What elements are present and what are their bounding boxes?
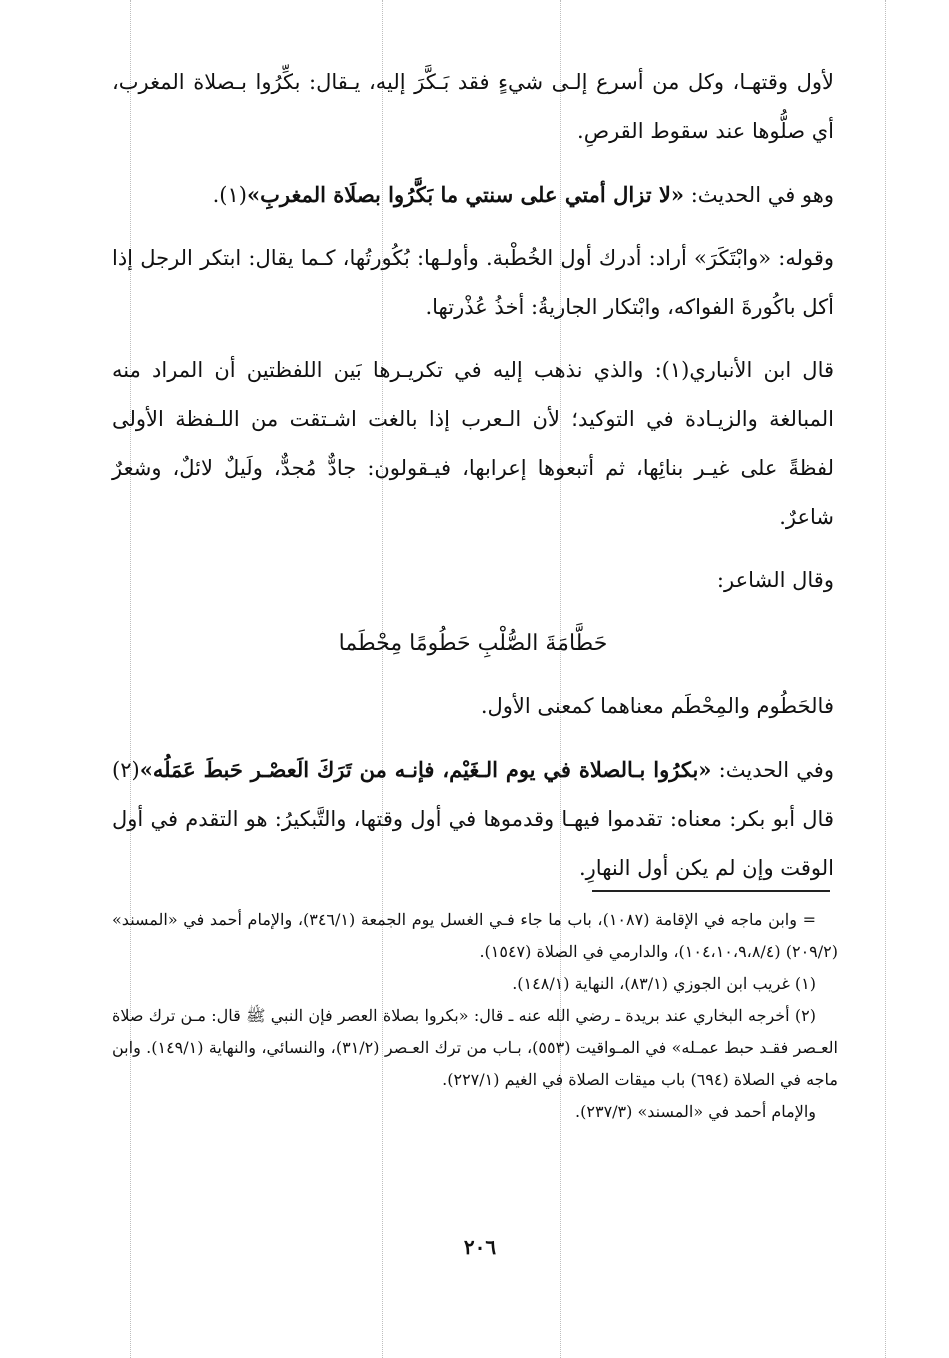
paragraph-5: وقال الشاعر: xyxy=(716,568,834,592)
paragraph-2 xyxy=(112,170,834,220)
footnote-3: والإمام أحمد في «المسند» (٢٣٧/٣). xyxy=(575,1102,816,1121)
main-text xyxy=(112,58,834,907)
hadith-quote-1: «لا تزال أمتي على سنتي ما بَكَّرُوا بصلَاة المغربِ» xyxy=(246,182,685,207)
footnote-1: (١) غريب ابن الجوزي (٨٣/١)، النهاية (١٤٨/١). xyxy=(512,974,816,993)
paragraph-7-rest: (٢) قال أبو بكر: معناه: تقدموا فيهـا وقدموها في أول وقتها، والتَّبكيرُ: هو التقدم في أول الوقت وإن لم يكن أول النهارِ. xyxy=(112,758,834,880)
paragraph-7 xyxy=(112,745,834,893)
paragraph-6: فالحَطُوم والمِحْطَم معناهما كمعنى الأول. xyxy=(480,694,834,718)
footnote-continuation: = وابن ماجه في الإقامة (١٠٨٧)، باب ما جاء فـي الغسل يوم الجمعة (٣٤٦/١)، والإمام أحمد في «المسند» (٢٠٩/٢) (١٠٤،١٠،٩،٨/٤)، والدارمي في الصلاة (١٥٤٧). xyxy=(112,910,838,961)
paragraph-4: قال ابن الأنباري(١): والذي نذهب إليه في تكريـرها بَين اللفظتين أن المراد منه المبالغة والزيـادة في التوكيد؛ لأن الـعرب إذا بالغت اشـتقت من اللـفظة الأولى لفظةً على غيـر بنائِها، ثم أتبعوها إعرابها، فيـقولون: جادٌّ مُجدٌّ، ولَيلٌ لائلٌ، وشعرٌ شاعرٌ. xyxy=(112,358,835,529)
paragraph-1: لأول وقتهـا، وكل من أسرع إلـى شيءٍ فقد بَـكَّرَ إليه، يـقال: بكِّرُوا بـصلاة المغرب، أي صلُّوها عند سقوط القرصِ. xyxy=(112,70,834,143)
paragraph-7-intro: وفي الحديث: xyxy=(711,758,834,782)
footnote-2: (٢) أخرجه البخاري عند بريدة ـ رضي الله عنه ـ قال: «بكروا بصلاة العصر فإن النبي ﷺ قال: مـن ترك صلاة العـصر فقـد حبط عمـله» في المـواقيت (٥٥٣)، بـاب من ترك العـصر (٣١/٢)، والنسائي، والنهاية (١٤٩/١). وابن ماجه في الصلاة (٦٩٤) باب ميقات الصلاة في الغيم (٢٢٧/١). xyxy=(112,1006,838,1089)
footnotes xyxy=(112,904,838,1128)
paragraph-2-intro: وهو في الحديث: xyxy=(684,183,834,207)
scan-dot-line xyxy=(885,0,886,1358)
paragraph-3: وقوله: «وابْتَكَرَ» أراد: أدرك أول الخُطْبة. وأولـها: بُكُورتُها، كـما يقال: ابتكر الرجل إذا أكل باكُورةَ الفواكه، وابْتكار الجاريةُ: أخذُ عُذْرتها. xyxy=(112,246,834,319)
footnote-ref-1: (١). xyxy=(212,183,247,207)
poetry-verse: حَطَّامَةَ الصُّلْبِ حَطُومًا مِحْطَما xyxy=(338,631,608,656)
hadith-quote-2: «بكرُوا بـالصلاة في يوم الـغَيْم، فإنـه من تَرَكَ الَعصْـر حَبطَ عَمَلُه» xyxy=(139,757,712,782)
page-number: ٢٠٦ xyxy=(463,1235,497,1259)
footnote-separator xyxy=(592,890,830,892)
